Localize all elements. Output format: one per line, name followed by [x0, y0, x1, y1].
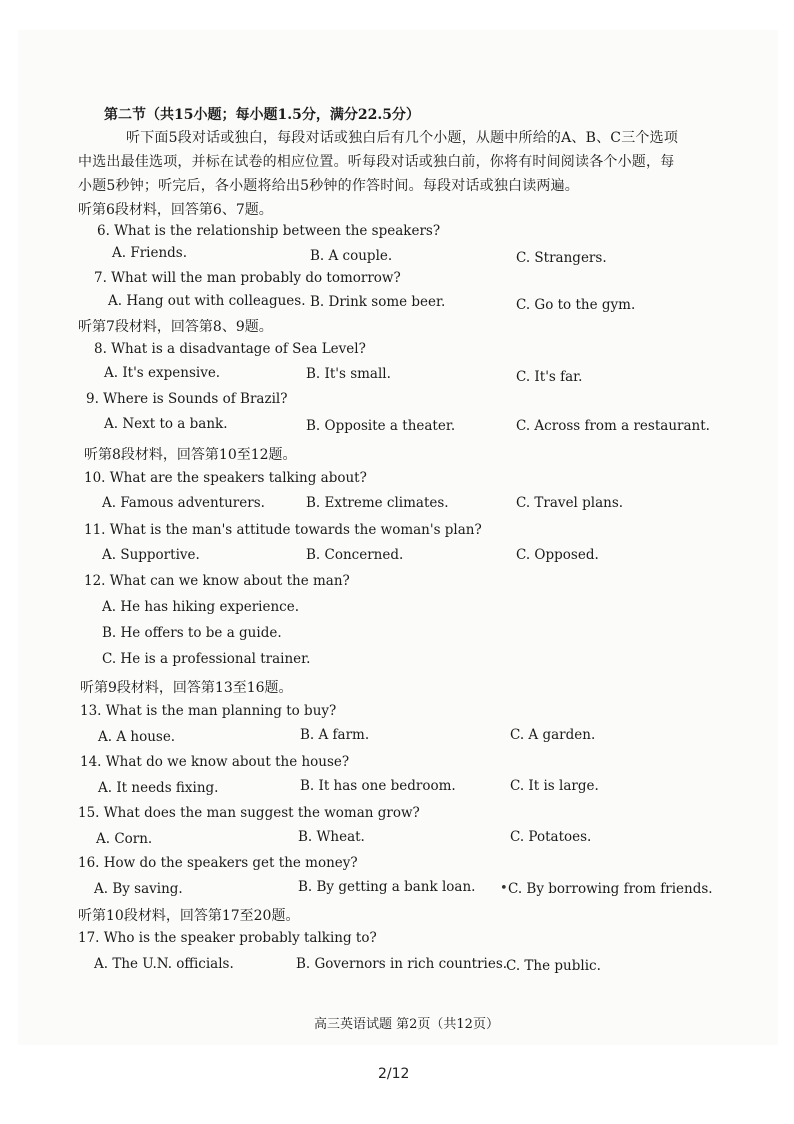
- question-14-option-a: A. It needs fixing.: [98, 780, 219, 796]
- question-9-option-b: B. Opposite a theater.: [306, 418, 456, 434]
- material-7-instruction: 听第7段材料，回答第8、9题。: [78, 319, 273, 335]
- question-16-option-a: A. By saving.: [94, 881, 183, 897]
- question-15-option-a: A. Corn.: [96, 831, 153, 847]
- question-6-option-c: C. Strangers.: [516, 250, 607, 266]
- question-12-option-c: C. He is a professional trainer.: [102, 651, 311, 667]
- question-14-option-b: B. It has one bedroom.: [300, 778, 456, 794]
- question-10-option-a: A. Famous adventurers.: [102, 495, 265, 511]
- section-intro-line-3: 小题5秒钟；听完后，各小题将给出5秒钟的作答时间。每段对话或独白读两遍。: [78, 178, 580, 194]
- material-9-instruction: 听第9段材料，回答第13至16题。: [80, 680, 293, 696]
- question-14-option-c: C. It is large.: [510, 778, 599, 794]
- question-13-option-b: B. A farm.: [300, 727, 370, 743]
- question-17: 17. Who is the speaker probably talking to?: [78, 930, 377, 946]
- question-13-option-a: A. A house.: [98, 729, 176, 745]
- question-11-option-b: B. Concerned.: [306, 547, 404, 563]
- question-16: 16. How do the speakers get the money?: [78, 855, 358, 871]
- question-17-option-b: B. Governors in rich countries.: [296, 956, 508, 972]
- material-6-instruction: 听第6段材料，回答第6、7题。: [78, 202, 273, 218]
- question-12-option-b: B. He offers to be a guide.: [102, 625, 282, 641]
- question-7-option-c: C. Go to the gym.: [516, 297, 636, 313]
- question-7-option-b: B. Drink some beer.: [310, 294, 446, 310]
- question-7: 7. What will the man probably do tomorrow?: [94, 270, 401, 286]
- question-9-option-a: A. Next to a bank.: [104, 416, 228, 432]
- question-7-option-a: A. Hang out with colleagues.: [108, 293, 306, 309]
- question-11-option-c: C. Opposed.: [516, 547, 599, 563]
- question-10-option-c: C. Travel plans.: [516, 495, 624, 511]
- page-indicator: 2/12: [378, 1066, 410, 1082]
- material-10-instruction: 听第10段材料，回答第17至20题。: [78, 908, 300, 924]
- question-8-option-a: A. It's expensive.: [104, 365, 221, 381]
- question-14: 14. What do we know about the house?: [80, 754, 350, 770]
- question-15: 15. What does the man suggest the woman grow?: [78, 805, 420, 821]
- question-11: 11. What is the man's attitude towards the woman's plan?: [84, 522, 482, 538]
- question-9: 9. Where is Sounds of Brazil?: [86, 391, 288, 407]
- question-10-option-b: B. Extreme climates.: [306, 495, 449, 511]
- question-13: 13. What is the man planning to buy?: [80, 703, 337, 719]
- question-13-option-c: C. A garden.: [510, 727, 596, 743]
- section-intro-line-1: 听下面5段对话或独白，每段对话或独白后有几个小题，从题中所给的A、B、C三个选项: [126, 130, 679, 146]
- question-8-option-b: B. It's small.: [306, 366, 391, 382]
- page-footer: 高三英语试题 第2页（共12页）: [314, 1017, 499, 1032]
- question-15-option-c: C. Potatoes.: [510, 829, 592, 845]
- question-6-option-b: B. A couple.: [310, 248, 393, 264]
- section-intro-line-2: 中选出最佳选项，并标在试卷的相应位置。听每段对话或独白前，你将有时间阅读各个小题，每: [78, 154, 675, 170]
- question-16-option-c: C. By borrowing from friends.: [508, 881, 713, 897]
- question-10: 10. What are the speakers talking about?: [84, 470, 367, 486]
- question-15-option-b: B. Wheat.: [298, 829, 365, 845]
- question-17-option-c: C. The public.: [506, 958, 601, 974]
- question-8: 8. What is a disadvantage of Sea Level?: [94, 341, 366, 357]
- material-8-instruction: 听第8段材料，回答第10至12题。: [84, 447, 297, 463]
- question-6-option-a: A. Friends.: [112, 245, 188, 261]
- question-11-option-a: A. Supportive.: [102, 547, 200, 563]
- question-17-option-a: A. The U.N. officials.: [94, 956, 234, 972]
- question-6: 6. What is the relationship between the speakers?: [97, 223, 441, 239]
- section-heading: 第二节（共15小题；每小题1.5分，满分22.5分）: [104, 107, 420, 123]
- question-9-option-c: C. Across from a restaurant.: [516, 418, 710, 434]
- answer-tick-mark: •: [500, 881, 508, 896]
- question-12: 12. What can we know about the man?: [84, 573, 350, 589]
- question-12-option-a: A. He has hiking experience.: [102, 599, 300, 615]
- question-16-option-b: B. By getting a bank loan.: [298, 879, 476, 895]
- question-8-option-c: C. It's far.: [516, 369, 583, 385]
